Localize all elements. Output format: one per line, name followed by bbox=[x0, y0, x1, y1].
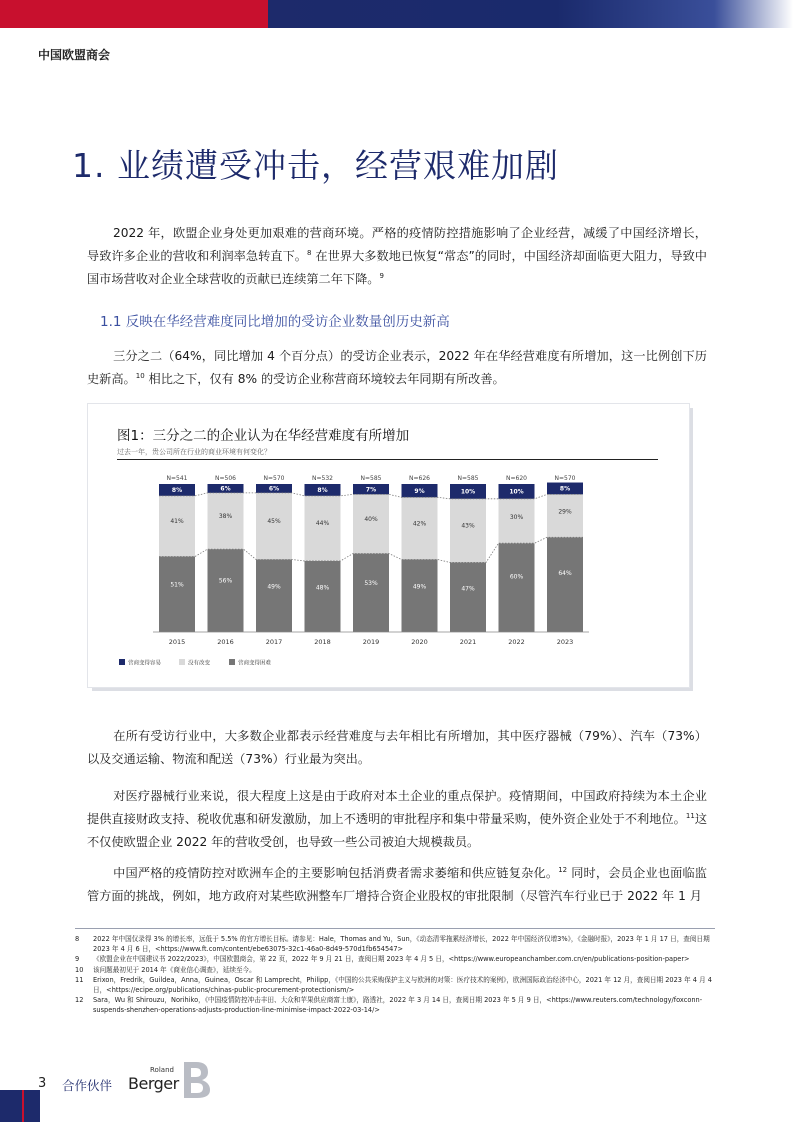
legend-label: 营商变得困难 bbox=[238, 660, 272, 667]
logo-roland-text: Roland bbox=[150, 1066, 174, 1074]
x-tick-label: 2021 bbox=[459, 638, 477, 646]
bar-unchanged bbox=[499, 499, 535, 543]
bar-unchanged bbox=[353, 494, 389, 553]
data-label-unchanged: 29% bbox=[558, 508, 572, 516]
bar-unchanged bbox=[450, 499, 486, 563]
data-label-easier: 9% bbox=[414, 487, 425, 495]
footnote-ref[interactable]: 10 bbox=[135, 371, 145, 380]
bar-unchanged bbox=[159, 496, 195, 557]
bar-unchanged bbox=[305, 496, 341, 561]
x-tick-label: 2019 bbox=[362, 638, 380, 646]
sample-size-label: N=620 bbox=[506, 475, 527, 482]
data-label-unchanged: 43% bbox=[461, 522, 475, 530]
bar-hard bbox=[402, 559, 438, 632]
sample-size-label: N=585 bbox=[360, 475, 382, 482]
bar-hard bbox=[256, 559, 292, 632]
sample-size-label: N=506 bbox=[215, 475, 236, 482]
footnote-item: 11 Erixon，Fredrik，Guildea，Anna，Guinea，Oscar 和 Lamprecht，Philipp，《中国的公共采购保护主义与欧洲的对策：医疗技术的案例》，欧洲国际政治经济中心，2021 年 12 月，查阅日期 2023 年 4 月 4 日，<https://ecipe.org/publications/chinas-public-procurement-protectionism/> bbox=[75, 975, 712, 995]
figure-subtitle: 过去一年，贵公司所在行业的商业环境有何变化？ bbox=[117, 448, 271, 456]
data-label-easier: 8% bbox=[171, 487, 183, 495]
footnotes bbox=[75, 934, 720, 1016]
footnote-item: 10 该问题最初见于 2014 年《商业信心调查》，延续至今。 bbox=[75, 965, 256, 974]
x-tick-label: 2016 bbox=[217, 638, 234, 646]
bar-hard bbox=[159, 557, 195, 632]
data-label-unchanged: 38% bbox=[218, 513, 233, 521]
footnote-ref[interactable]: 9 bbox=[379, 271, 384, 280]
bar-hard bbox=[208, 549, 244, 632]
roland-berger-logo-mark bbox=[182, 1060, 212, 1100]
data-label-hard: 48% bbox=[315, 584, 330, 592]
partner-label: 合作伙伴 bbox=[62, 1078, 113, 1093]
bar-hard bbox=[450, 562, 486, 632]
footnote-ref[interactable]: 12 bbox=[558, 865, 568, 874]
footnote-item: 8 2022 年中国仅录得 3% 的增长率，远低于 5.5% 的官方增长目标。请参见：Hale，Thomas and Yu，Sun，《动态清零拖累经济增长，2022 年中国经济仅增3%》，《金融时报》，2023 年 1 月 17 日，查阅日期 2023 年 4 月 6 日，<https://www.ft.com/content/ebe63075-32c1-46a0-8d49-570d1fb654547> bbox=[75, 935, 710, 954]
data-label-easier: 10% bbox=[460, 488, 476, 496]
data-label-unchanged: 44% bbox=[315, 520, 330, 528]
data-label-unchanged: 41% bbox=[170, 518, 184, 526]
data-label-unchanged: 40% bbox=[364, 516, 378, 523]
data-label-hard: 49% bbox=[267, 583, 281, 591]
bar-hard bbox=[547, 537, 583, 632]
data-label-hard: 53% bbox=[364, 579, 378, 587]
sample-size-label: N=570 bbox=[554, 475, 576, 482]
paragraph-difficulty: 三分之二（64%，同比增加 4 个百分点）的受访企业表示，2022 年在华经营难度有所增加，这一比例创下历史新高。$^{10}$ 相比之下，仅有 8% 的受访企业称营商环境较去年同期有所改善。 bbox=[87, 349, 707, 386]
sample-size-label: N=585 bbox=[457, 475, 479, 482]
figure-title: 图1：三分之二的企业认为在华经营难度有所增加 bbox=[117, 428, 410, 444]
footnote-ref[interactable]: 8 bbox=[307, 248, 312, 257]
data-label-easier: 8% bbox=[559, 485, 571, 493]
page-number: 3 bbox=[38, 1076, 47, 1091]
data-label-easier: 6% bbox=[220, 485, 231, 493]
legend-label: 没有改变 bbox=[188, 660, 211, 667]
data-label-easier: 7% bbox=[365, 486, 377, 494]
header-navy-band bbox=[268, 0, 793, 28]
data-label-hard: 64% bbox=[558, 570, 572, 578]
footnote-item: 12 Sara，Wu 和 Shirouzu，Norihiko，《中国疫情防控冲击丰田、大众和苹果供应商富士康》，路透社，2022 年 3 月 14 日，查阅日期 2023 年 5 月 9 日，<https://www.reuters.com/technology/foxconn-suspends-shenzhen-operations-adjusts-production-line-minimise-impact-2022-03-14/> bbox=[75, 996, 703, 1015]
org-name: 中国欧盟商会 bbox=[38, 48, 111, 62]
paragraph-automotive: 中国严格的疫情防控对欧洲车企的主要影响包括消费者需求萎缩和供应链复杂化。$^{12}$ 同时，会员企业也面临监管方面的挑战，例如，地方政府对某些欧洲整车厂增持合资企业股权的审批限制（尽管汽车行业已于 2022 年 1 月 bbox=[87, 865, 707, 903]
paragraph-sectors: 在所有受访行业中，大多数企业都表示经营难度与去年相比有所增加，其中医疗器械（79%）、汽车（73%）以及交通运输、物流和配送（73%）行业最为突出。 bbox=[87, 729, 707, 766]
bar-unchanged bbox=[208, 493, 244, 549]
x-tick-label: 2017 bbox=[265, 638, 283, 646]
legend-swatch bbox=[179, 659, 185, 665]
legend-swatch bbox=[119, 659, 125, 665]
data-label-hard: 47% bbox=[461, 585, 475, 593]
footnote-ref[interactable]: 11 bbox=[685, 811, 695, 820]
footnote-item: 9 《欧盟企业在中国建议书 2022/2023》，中国欧盟商会，第 22 页，2022 年 9 月 21 日，查阅日期 2023 年 4 月 5 日，<https://www.europeanchamber.com.cn/en/publications-position-paper> bbox=[75, 955, 690, 964]
data-label-unchanged: 30% bbox=[509, 513, 524, 521]
figure-rule bbox=[117, 459, 658, 460]
data-label-unchanged: 42% bbox=[412, 520, 427, 528]
data-label-easier: 10% bbox=[509, 488, 524, 496]
data-label-easier: 8% bbox=[317, 487, 328, 495]
data-label-unchanged: 45% bbox=[267, 517, 281, 525]
logo-berger-text: Berger bbox=[128, 1074, 179, 1093]
bar-unchanged bbox=[547, 494, 583, 537]
x-tick-label: 2015 bbox=[168, 638, 186, 646]
sample-size-label: N=541 bbox=[166, 475, 188, 482]
x-tick-label: 2018 bbox=[314, 638, 331, 646]
legend-swatch bbox=[229, 659, 235, 665]
section-title: 1. 业绩遭受冲击，经营艰难加剧 bbox=[72, 146, 559, 185]
data-label-easier: 6% bbox=[268, 485, 280, 493]
x-tick-label: 2020 bbox=[411, 638, 428, 646]
bar-hard bbox=[499, 543, 535, 632]
paragraph-medical-devices: 对医疗器械行业来说，很大程度上这是由于政府对本土企业的重点保护。疫情期间，中国政府持续为本土企业提供直接财政支持、税收优惠和研发激励，加上不透明的审批程序和集中带量采购，使外资企业处于不利地位。$^{11}$这不仅使欧盟企业 2022 年的营收受创，也导致一些公司被迫大规模裁员。 bbox=[87, 789, 708, 849]
x-tick-label: 2022 bbox=[508, 638, 525, 646]
x-tick-label: 2023 bbox=[556, 638, 574, 646]
data-label-hard: 49% bbox=[412, 583, 427, 591]
data-label-hard: 56% bbox=[218, 577, 233, 585]
bar-unchanged bbox=[256, 493, 292, 560]
sample-size-label: N=626 bbox=[409, 475, 430, 482]
footnote-divider bbox=[75, 928, 715, 929]
bar-hard bbox=[353, 554, 389, 632]
bar-hard bbox=[305, 561, 341, 632]
data-label-hard: 51% bbox=[170, 581, 184, 589]
subsection-title: 1.1 反映在华经营难度同比增加的受访企业数量创历史新高 bbox=[100, 314, 450, 330]
paragraph-intro: 2022 年，欧盟企业身处更加艰难的营商环境。严格的疫情防控措施影响了企业经营，减缓了中国经济增长，导致许多企业的营收和利润率急转直下。$^8$ 在世界大多数地已恢复“常态”的同时，中国经济却面临更大阻力，导致中国市场营收对企业全球营收的贡献已连续第二年下降。$^9$ bbox=[87, 226, 707, 286]
sample-size-label: N=532 bbox=[312, 475, 333, 482]
footer-accent-block bbox=[22, 1090, 40, 1122]
header-red-band bbox=[0, 0, 268, 28]
bar-unchanged bbox=[402, 497, 438, 559]
stacked-bar-chart bbox=[117, 462, 677, 677]
legend-label: 营商变得容易 bbox=[128, 660, 162, 667]
data-label-hard: 60% bbox=[509, 573, 524, 581]
sample-size-label: N=570 bbox=[263, 475, 285, 482]
